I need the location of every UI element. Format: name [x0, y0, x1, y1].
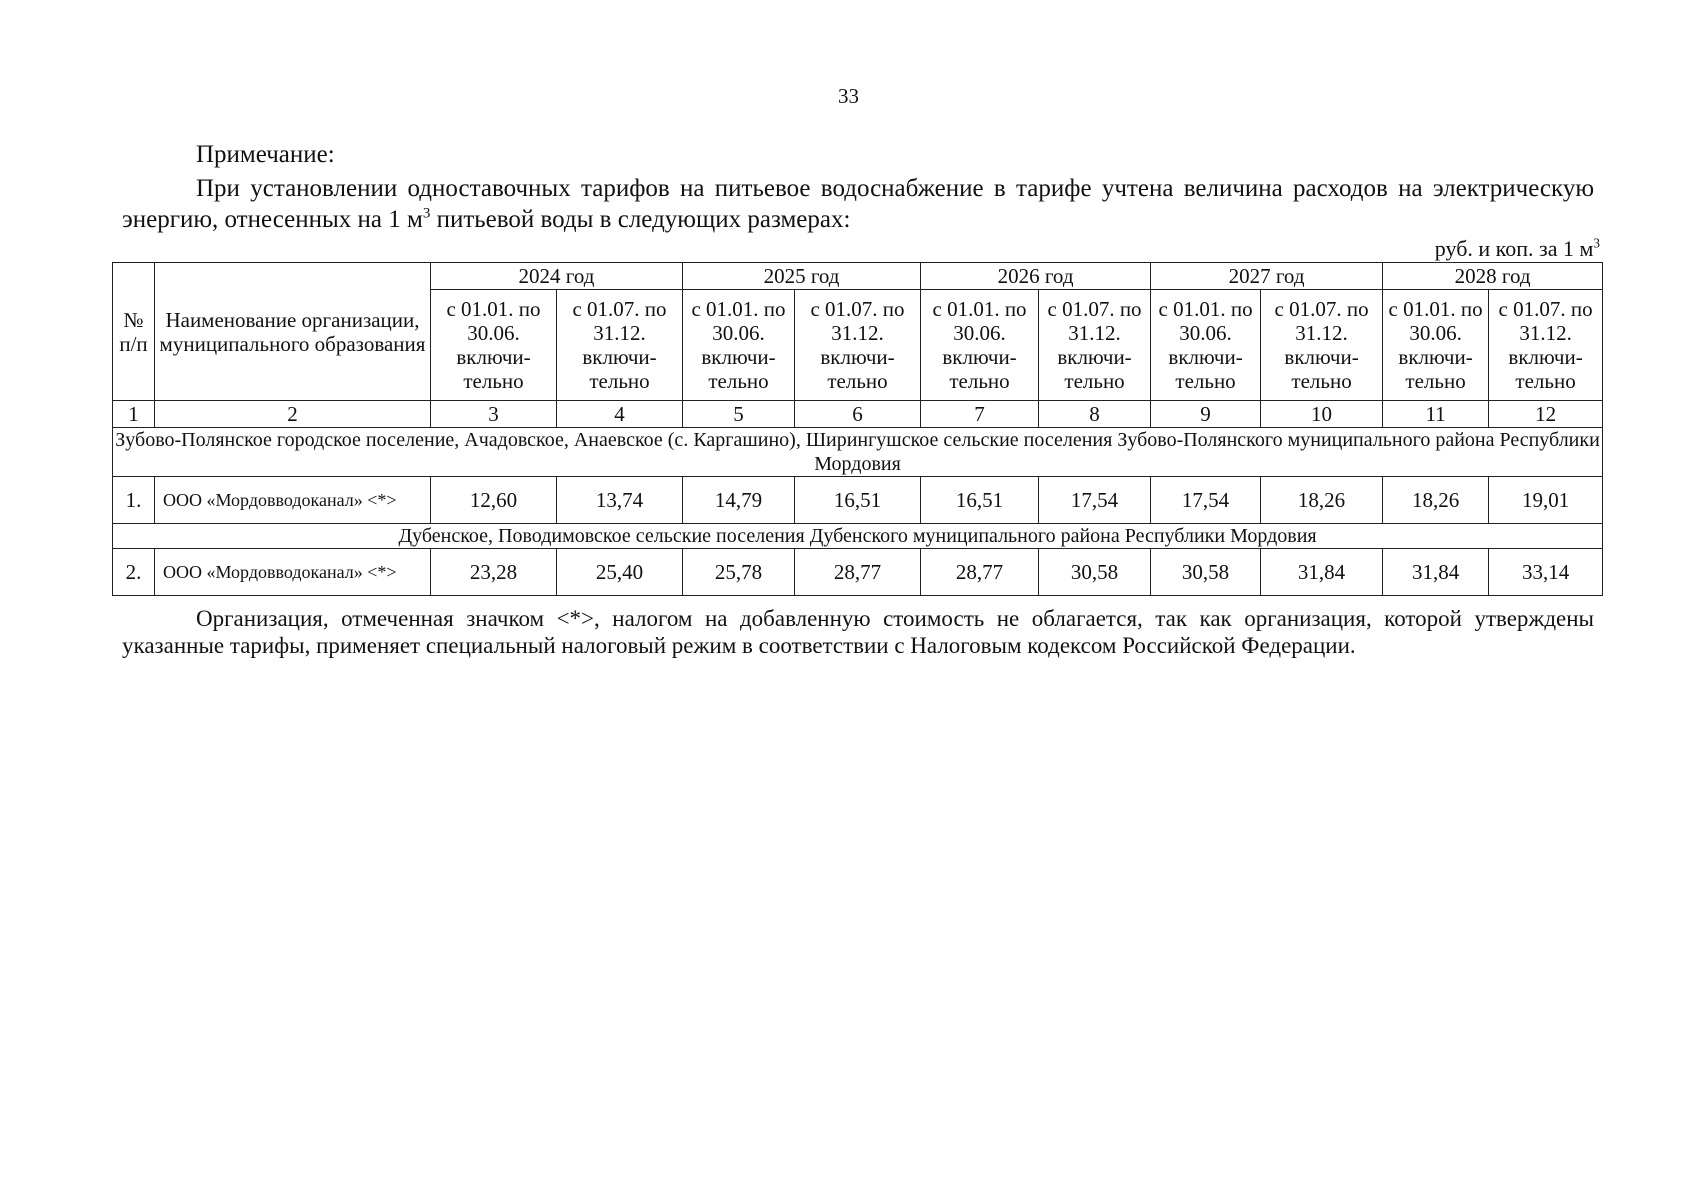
column-number: 8 — [1039, 401, 1151, 428]
column-number: 1 — [113, 401, 155, 428]
header-period-second: с 01.07. по 31.12. включи-тельно — [1261, 290, 1383, 401]
section-title: Зубово-Полянское городское поселение, Ачадовское, Анаевское (с. Каргашино), Ширингушское сельские поселения Зубово-Полянского муниципального района Республики Мордовия — [113, 428, 1603, 477]
tariff-value: 16,51 — [921, 477, 1039, 524]
column-number: 2 — [155, 401, 431, 428]
column-number: 12 — [1489, 401, 1603, 428]
tariff-value: 33,14 — [1489, 549, 1603, 596]
tariff-value: 31,84 — [1261, 549, 1383, 596]
column-number: 3 — [431, 401, 557, 428]
tariff-value: 25,78 — [683, 549, 795, 596]
note-title: Примечание: — [196, 141, 335, 168]
note-text-part2: питьевой воды в следующих размерах: — [430, 206, 851, 233]
header-year-2027: 2027 год — [1151, 263, 1383, 290]
tariff-value: 30,58 — [1039, 549, 1151, 596]
header-period-first: с 01.01. по 30.06. включи-тельно — [431, 290, 557, 401]
header-period-second: с 01.07. по 31.12. включи-тельно — [1039, 290, 1151, 401]
tariff-value: 31,84 — [1383, 549, 1489, 596]
row-number: 1. — [113, 477, 155, 524]
header-period-second: с 01.07. по 31.12. включи-тельно — [795, 290, 921, 401]
tariff-value: 16,51 — [795, 477, 921, 524]
header-year-2028: 2028 год — [1383, 263, 1603, 290]
header-name: Наименование организации, муниципального образования — [155, 263, 431, 401]
header-period-first: с 01.01. по 30.06. включи-тельно — [683, 290, 795, 401]
header-period-first: с 01.01. по 30.06. включи-тельно — [921, 290, 1039, 401]
column-number-row — [113, 401, 1603, 428]
tariff-value: 17,54 — [1039, 477, 1151, 524]
table-row — [113, 549, 1603, 596]
tariff-value: 18,26 — [1261, 477, 1383, 524]
header-year-2025: 2025 год — [683, 263, 921, 290]
column-number: 9 — [1151, 401, 1261, 428]
tariff-value: 30,58 — [1151, 549, 1261, 596]
unit-label-superscript: 3 — [1593, 235, 1600, 251]
tariff-value: 25,40 — [557, 549, 683, 596]
header-num: № п/п — [113, 263, 155, 401]
section-row — [113, 524, 1603, 549]
tariff-value: 18,26 — [1383, 477, 1489, 524]
column-number: 4 — [557, 401, 683, 428]
note-text-superscript: 3 — [422, 205, 431, 222]
footnote: Организация, отмеченная значком <*>, налогом на добавленную стоимость не облагается, так как организация, которой утверждены указанные тарифы, применяет специальный налоговый режим в соответствии с Налоговым кодексом Российской Федерации. — [122, 606, 1594, 658]
organization-name: ООО «Мордовводоканал» <*> — [155, 477, 431, 524]
note-text — [122, 173, 1594, 235]
header-period-second: с 01.07. по 31.12. включи-тельно — [1489, 290, 1603, 401]
header-year-2024: 2024 год — [431, 263, 683, 290]
tariff-value: 28,77 — [921, 549, 1039, 596]
organization-name: ООО «Мордовводоканал» <*> — [155, 549, 431, 596]
header-year-2026: 2026 год — [921, 263, 1151, 290]
section-title: Дубенское, Поводимовское сельские поселения Дубенского муниципального района Республики Мордовия — [113, 524, 1603, 549]
tariff-value: 28,77 — [795, 549, 921, 596]
page-number: 33 — [838, 84, 859, 108]
unit-label-text: руб. и коп. за 1 м — [1434, 236, 1594, 261]
column-number: 10 — [1261, 401, 1383, 428]
header-period-first: с 01.01. по 30.06. включи-тельно — [1383, 290, 1489, 401]
column-number: 11 — [1383, 401, 1489, 428]
unit-label — [1435, 236, 1600, 262]
note-text-part1: При установлении одноставочных тарифов на питьевое водоснабжение в тарифе учтена величина расходов на электрическую энергию, отнесенных на 1 м — [122, 175, 1594, 233]
tariff-value: 13,74 — [557, 477, 683, 524]
tariff-value: 12,60 — [431, 477, 557, 524]
header-year-row — [113, 263, 1603, 290]
column-number: 5 — [683, 401, 795, 428]
table-row — [113, 477, 1603, 524]
tariff-table — [112, 262, 1603, 596]
tariff-value: 17,54 — [1151, 477, 1261, 524]
tariff-value: 23,28 — [431, 549, 557, 596]
section-row — [113, 428, 1603, 477]
column-number: 7 — [921, 401, 1039, 428]
row-number: 2. — [113, 549, 155, 596]
header-period-second: с 01.07. по 31.12. включи-тельно — [557, 290, 683, 401]
tariff-value: 19,01 — [1489, 477, 1603, 524]
column-number: 6 — [795, 401, 921, 428]
header-period-first: с 01.01. по 30.06. включи-тельно — [1151, 290, 1261, 401]
tariff-value: 14,79 — [683, 477, 795, 524]
